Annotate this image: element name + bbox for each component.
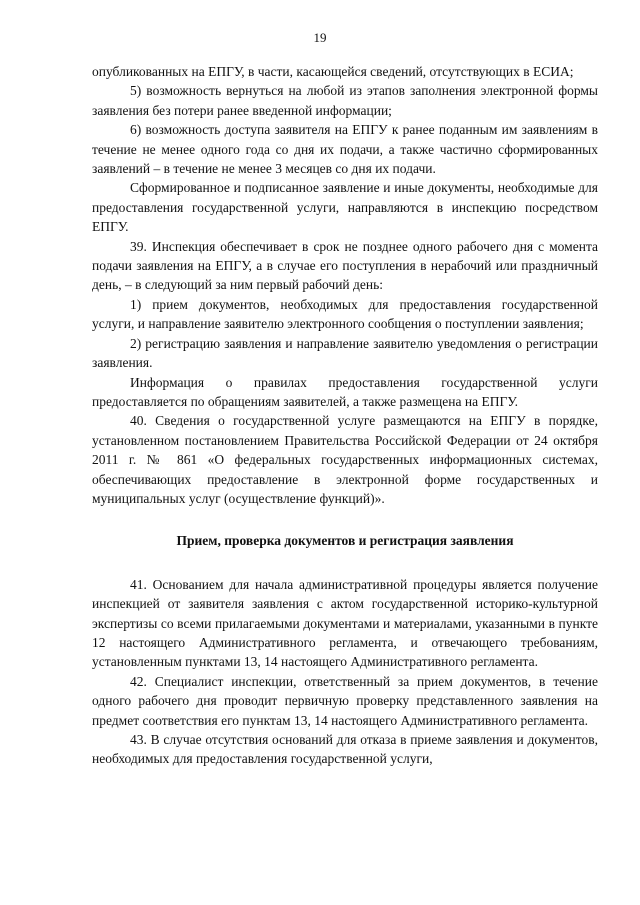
document-body — [92, 62, 598, 769]
page-number: 19 — [313, 30, 327, 45]
section-heading: Прием, проверка документов и регистрация заявления — [176, 533, 514, 549]
paragraph: 43. В случае отсутствия оснований для отказа в приеме заявления и документов, необходимых для предоставления государственной услуги, — [92, 732, 598, 767]
paragraph: 42. Специалист инспекции, ответственный за прием документов, в течение одного рабочего дня проводит первичную проверку представленного заявления на предмет соответствия его пунктам 13, 14 настоящего Административного регламента. — [92, 673, 598, 728]
paragraph: 1) прием документов, необходимых для предоставления государственной услуги, и направление заявителю электронного сообщения о поступлении заявления; — [92, 296, 598, 332]
paragraph: опубликованных на ЕПГУ, в части, касающейся сведений, отсутствующих в ЕСИА; — [92, 64, 574, 79]
paragraph: 40. Сведения о государственной услуге размещаются на ЕПГУ в порядке, установленном постановлением Правительства Российской Федерации от 24 октября 2011 г. № 861 «О федеральных государственных информационных системах, обеспечивающих предоставление в электронной форме государственных и муниципальных услуг (осуществление функций)». — [92, 413, 598, 506]
paragraph: Информация о правилах предоставления государственной услуги предоставляется по обращениям заявителей, а также размещена на ЕПГУ. — [92, 374, 598, 409]
paragraph: 6) возможность доступа заявителя на ЕПГУ к ранее поданным им заявлениям в течение не менее одного года со дня их подачи, а также частично сформированных заявлений – в течение не менее 3 месяцев со дня их подачи. — [92, 122, 598, 177]
paragraph: Сформированное и подписанное заявление и иные документы, необходимые для предоставления государственной услуги, направляются в инспекцию посредством ЕПГУ. — [92, 180, 598, 235]
paragraph: 39. Инспекция обеспечивает в срок не позднее одного рабочего дня с момента подачи заявления на ЕПГУ, а в случае его поступления в нерабочий или праздничный день, – в следующий за ним первый рабочий день: — [92, 238, 598, 293]
paragraph: 5) возможность вернуться на любой из этапов заполнения электронной формы заявления без потери ранее введенной информации; — [92, 83, 598, 118]
paragraph: 41. Основанием для начала административной процедуры является получение инспекцией от заявителя заявления с актом государственной историко-культурной экспертизы со всеми прилагаемыми документами и материалами, указанными в пункте 12 настоящего Административного регламента, и отвечающего требованиям, установленным пунктами 13, 14 настоящего Административного регламента. — [92, 576, 598, 670]
paragraph: 2) регистрацию заявления и направление заявителю уведомления о регистрации заявления. — [92, 335, 598, 371]
